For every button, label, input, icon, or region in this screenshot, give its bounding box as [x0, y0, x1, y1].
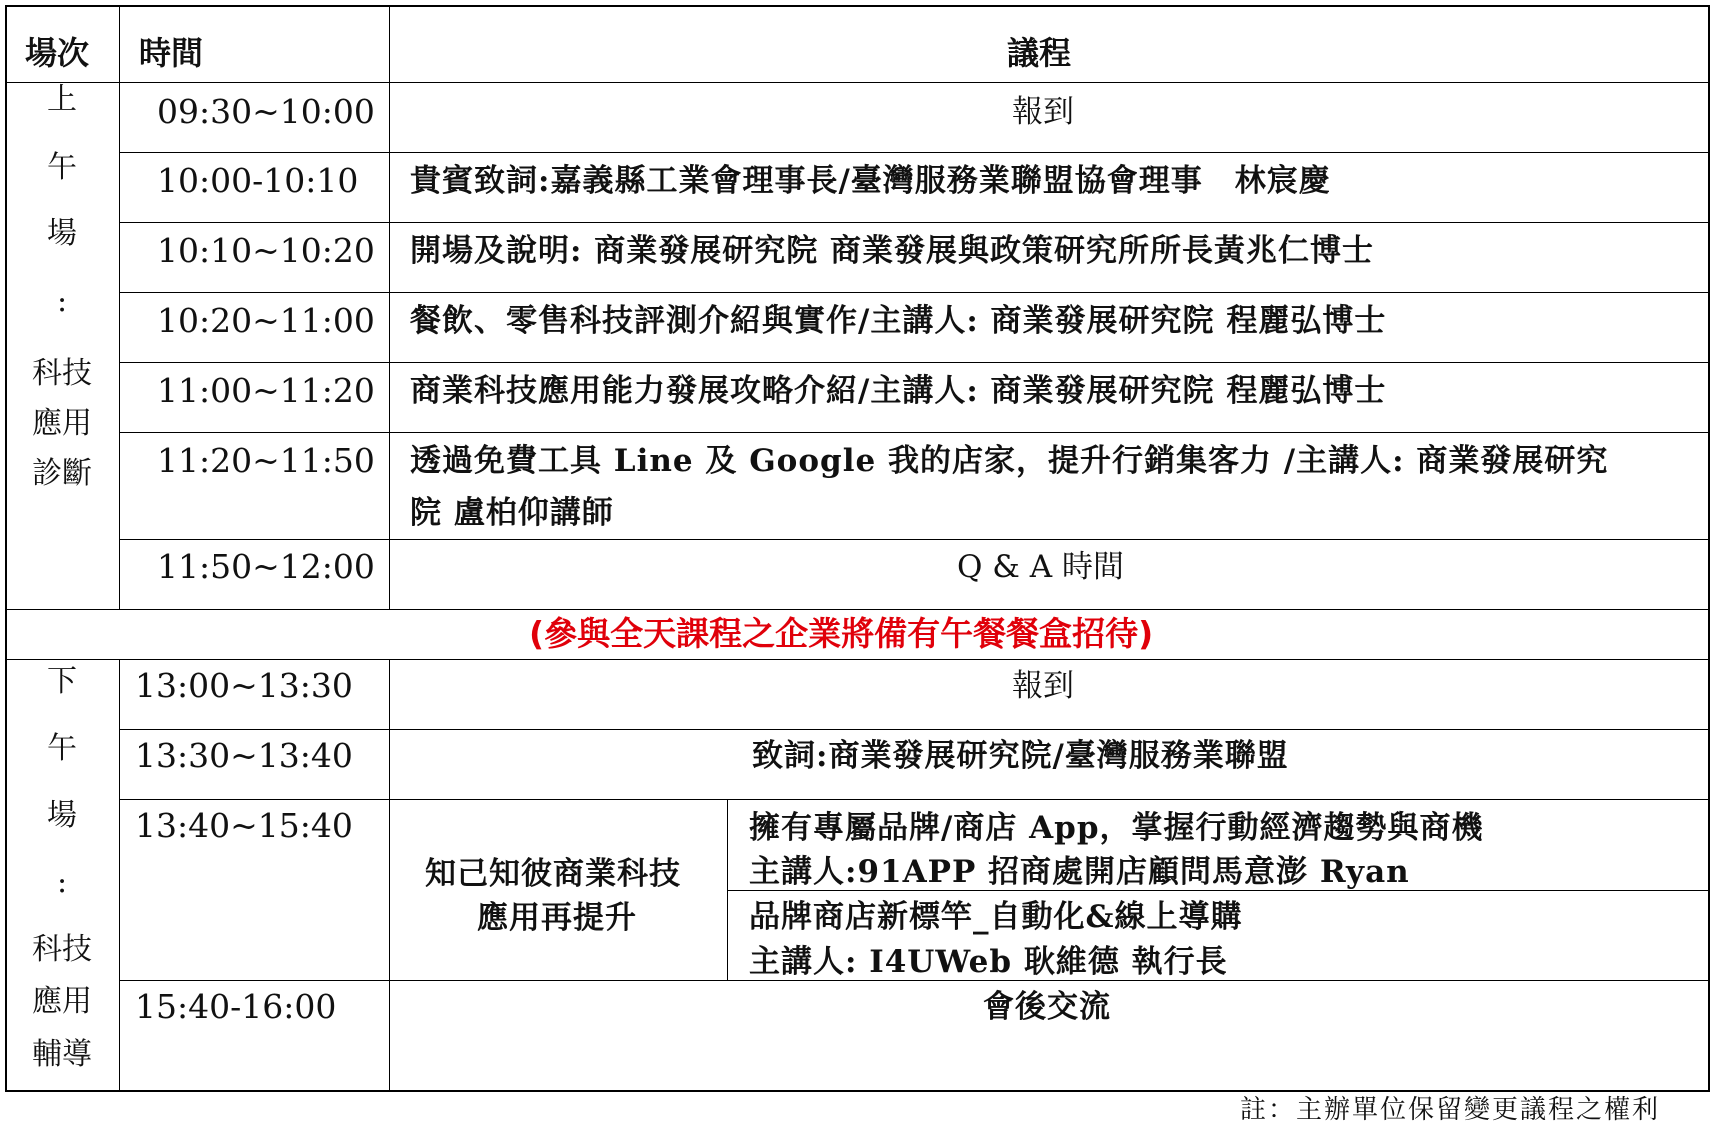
header-agenda: 議程 [1007, 34, 1072, 72]
afternoon-session-line: 場 [47, 798, 77, 833]
talk-title: 擁有專屬品牌/商店 App，掌握行動經濟趨勢與商機 [749, 810, 1484, 846]
row-divider [119, 362, 1708, 363]
time-cell: 11:00~11:20 [157, 371, 375, 410]
time-cell: 15:40-16:00 [135, 987, 337, 1026]
topic-line2: 應用再提升 [477, 900, 637, 936]
afternoon-session-line: 午 [47, 731, 77, 766]
row-divider [727, 890, 1708, 891]
afternoon-session-line: 下 [47, 664, 77, 699]
header-time: 時間 [139, 34, 204, 72]
talk-speaker: 主講人: I4UWeb 耿維德 執行長 [749, 944, 1228, 980]
time-cell: 11:50~12:00 [157, 547, 375, 586]
row-divider [7, 82, 1708, 83]
row-divider [7, 609, 1708, 610]
agenda-cell: 開場及說明: 商業發展研究院 商業發展與政策研究所所長黃兆仁博士 [410, 233, 1375, 269]
col-divider [119, 7, 120, 609]
agenda-cell: 貴賓致詞:嘉義縣工業會理事長/臺灣服務業聯盟協會理事 林宸慶 [410, 163, 1331, 199]
afternoon-session-line: 應用 [32, 984, 92, 1019]
agenda-cell: 報到 [1012, 94, 1074, 130]
col-divider [727, 799, 728, 980]
row-divider [119, 980, 1708, 981]
header-session: 場次 [25, 34, 90, 72]
agenda-table [5, 5, 1710, 1092]
time-cell: 10:00-10:10 [157, 161, 359, 200]
afternoon-session-line: 輔導 [32, 1037, 92, 1072]
morning-session-line: 科技 [32, 356, 92, 391]
agenda-cell: 致詞:商業發展研究院/臺灣服務業聯盟 [752, 738, 1289, 774]
time-cell: 13:40~15:40 [135, 806, 353, 845]
agenda-cell: Q & A 時間 [957, 549, 1124, 585]
agenda-cell-line2: 院 盧柏仰講師 [410, 495, 614, 531]
agenda-cell: 會後交流 [983, 989, 1111, 1025]
morning-session-line: 應用 [32, 406, 92, 441]
agenda-cell: 報到 [1012, 668, 1074, 704]
col-divider [389, 7, 390, 609]
time-cell: 09:30~10:00 [157, 92, 375, 131]
talk-speaker: 主講人:91APP 招商處開店顧問馬意澎 Ryan [749, 854, 1410, 890]
afternoon-session-line: : [56, 865, 68, 900]
row-divider [7, 659, 1708, 660]
morning-session-line: 午 [47, 150, 77, 185]
time-cell: 11:20~11:50 [157, 441, 375, 480]
row-divider [119, 292, 1708, 293]
morning-session-line: 場 [47, 216, 77, 251]
col-divider [389, 659, 390, 1090]
col-divider [119, 659, 120, 1090]
morning-session-line: 上 [47, 82, 77, 117]
row-divider [119, 799, 1708, 800]
morning-session-line: 診斷 [32, 456, 92, 491]
footnote: 註：主辦單位保留變更議程之權利 [1240, 1095, 1661, 1125]
row-divider [119, 729, 1708, 730]
agenda-cell: 商業科技應用能力發展攻略介紹/主講人: 商業發展研究院 程麗弘博士 [410, 373, 1387, 409]
afternoon-session-line: 科技 [32, 932, 92, 967]
row-divider [119, 152, 1708, 153]
row-divider [119, 432, 1708, 433]
row-divider [119, 222, 1708, 223]
morning-session-line: : [56, 284, 68, 319]
agenda-cell-line1: 透過免費工具 Line 及 Google 我的店家，提升行銷集客力 /主講人: 商業發展研究 [410, 443, 1609, 479]
agenda-cell: 餐飲、零售科技評測介紹與實作/主講人: 商業發展研究院 程麗弘博士 [410, 303, 1387, 339]
topic-line1: 知己知彼商業科技 [425, 856, 681, 892]
time-cell: 10:10~10:20 [157, 231, 375, 270]
time-cell: 10:20~11:00 [157, 301, 375, 340]
lunch-note: (參與全天課程之企業將備有午餐餐盒招待) [529, 614, 1154, 653]
time-cell: 13:30~13:40 [135, 736, 353, 775]
time-cell: 13:00~13:30 [135, 666, 353, 705]
row-divider [119, 539, 1708, 540]
talk-title: 品牌商店新標竿_自動化&線上導購 [749, 899, 1243, 935]
